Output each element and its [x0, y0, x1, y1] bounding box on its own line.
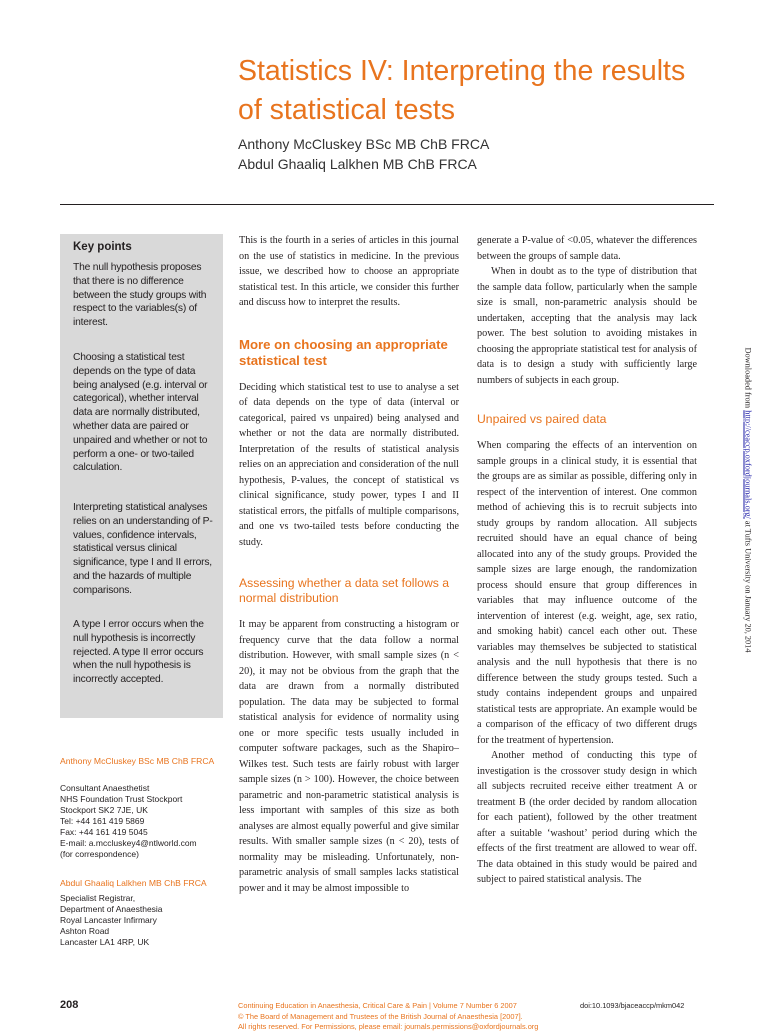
key-point-item: Interpreting statistical analyses relies on an understanding of P-values, confidence intervals, statistical versus clinical significance, type I and II errors, and the hazards of multiple comparisons. [73, 502, 213, 596]
footer-copyright-line: © The Board of Management and Trustees of the British Journal of Anaesthesia [2007]. [238, 1012, 523, 1021]
header-rule [60, 204, 714, 205]
footer-doi: doi:10.1093/bjaceaccp/mkm042 [580, 1001, 685, 1010]
paragraph-continued: generate a P-value of <0.05, whatever the differences between the groups of sample data. [477, 235, 697, 262]
affiliation-details-1: Consultant Anaesthetist NHS Foundation Trust Stockport Stockport SK2 7JE, UK Tel: +44 161 419 5869 Fax: +44 161 419 5045 E-mail: a.mccluskey4@ntlworld.com (for correspondence) [60, 783, 197, 859]
key-points-box [60, 234, 223, 718]
paragraph-choosing: Deciding which statistical test to use to analyse a set of data depends on the type of data (interval or categorical, paired vs unpaired) being analysed and whether or not the data are normally distributed. Interpretation of the results of statistical analysis relies on an appreciation and consideration of the null hypothesis, P-values, the concept of statistical vs clinical significance, study power, types I and II statistical errors, the pitfalls of multiple comparisons, and one vs two-tailed tests before conducting the study. [239, 381, 459, 548]
section-heading-unpaired: Unpaired vs paired data [477, 412, 607, 426]
page-number: 208 [60, 999, 79, 1011]
affiliation-details-2: Specialist Registrar, Department of Anaesthesia Royal Lancaster Infirmary Ashton Road Lancaster LA1 4RP, UK [60, 893, 163, 947]
paragraph-unpaired-1: When comparing the effects of an intervention on sample groups in a clinical study, it is essential that the groups are as similar as possible, differing only in respect of the intervention of interest. One common method of achieving this is to recruit subjects into study groups by random allocation. All subjects recruited should have an equal chance of being allocated into any of the study groups. Provided the sample sizes are large enough, the randomization process should ensure that group differences in variables that may influence outcome of the intervention of interest (e.g. weight, age, sex ratio, and smoking habit) cancel each other out. These variables may themselves be subjected to statistical analysis and the null hypothesis that there is no difference between the study groups tested. Such a study contains independent groups and unpaired statistical tests are appropriate. An example would be a comparison of the efficacy of two different drugs for the treatment of hypertension. [477, 440, 697, 746]
author-line-1: Anthony McCluskey BSc MB ChB FRCA [238, 136, 490, 152]
download-side-note [740, 320, 756, 680]
author-line-2: Abdul Ghaaliq Lalkhen MB ChB FRCA [238, 156, 477, 172]
key-point-item: A type I error occurs when the null hypothesis is incorrectly rejected. A type II error occurs when the null hypothesis is incorrectly accepted. [73, 619, 204, 686]
body-column-2 [239, 233, 459, 896]
side-note-prefix: Downloaded from [743, 347, 753, 411]
key-point-item: Choosing a statistical test depends on the type of data being analysed (e.g. interval or categorical), whether interval data are normally distributed, whether data are paired or unpaired and whether or not to perform a one- or two-tailed calculation. [73, 352, 208, 474]
key-point-item: The null hypothesis proposes that there is no difference between the study groups with respect to the variables(s) of interest. [73, 262, 207, 329]
section-heading-normal: Assessing whether a data set follows a normal distribution [239, 576, 450, 605]
affiliation-name-2: Abdul Ghaaliq Lalkhen MB ChB FRCA [60, 878, 207, 888]
intro-paragraph: This is the fourth in a series of articles in this journal on the use of statistics in medicine. In the previous issue, we described how to choose an appropriate statistical test. In this article, we consider this further and discuss how to interpret the results. [239, 235, 459, 308]
body-column-3 [477, 233, 697, 888]
footer-permissions-line: All rights reserved. For Permissions, please email: journals.permissions@oxfordjournals.org [238, 1022, 539, 1031]
section-heading-choosing: More on choosing an appropriate statistical test [239, 336, 448, 368]
paragraph-distribution: When in doubt as to the type of distribution that the sample data follow, particularly when the sample size is small, non-parametric analysis should be undertaken, accepting that the analysis may lack power. The best solution to avoiding mistakes in choosing the appropriate statistical test for analysis of data is to design a study with sufficiently large numbers of subjects in each group. [477, 266, 697, 386]
paragraph-normal: It may be apparent from constructing a histogram or frequency curve that the data follow a normal distribution. However, with small sample sizes (n < 20), it may not be obvious from the graph that the data are drawn from a normally distributed population. The data may be subjected to formal statistical analysis for evidence of normality using one or more specific tests usually included in computer software packages, such as the Shapiro–Wilkes test. Such tests are fairly robust with larger sample sizes (n > 100). However, the choice between parametric and non-parametric statistical analysis is less important with samples of this size as both analyses are almost equally powerful and give similar results. With smaller sample sizes (n < 20), tests of normality may be misleading. Unfortunately, non-parametric analysis of small samples lacks statistical power and it may be almost impossible to [239, 619, 459, 894]
paragraph-unpaired-2: Another method of conducting this type of investigation is the crossover study design in which all subjects recruited receive either treatment A or treatment B (the order decided by random allocation for each patient), followed by the other treatment after a suitable ‘washout’ period during which the effects of the first treatment are allowed to wear off. The data obtained in this study would be paired and subject to paired statistical analysis. The [477, 750, 697, 885]
footer-journal-line: Continuing Education in Anaesthesia, Critical Care & Pain | Volume 7 Number 6 2007 [238, 1001, 517, 1010]
journal-link[interactable]: http://ceaccp.oxfordjournals.org/ [743, 410, 753, 519]
affiliation-name-1: Anthony McCluskey BSc MB ChB FRCA [60, 756, 215, 766]
side-note-suffix: at Tufts University on January 20, 2014 [743, 518, 753, 653]
article-title: Statistics IV: Interpreting the results of statistical tests [238, 55, 686, 126]
key-points-heading: Key points [73, 241, 132, 253]
